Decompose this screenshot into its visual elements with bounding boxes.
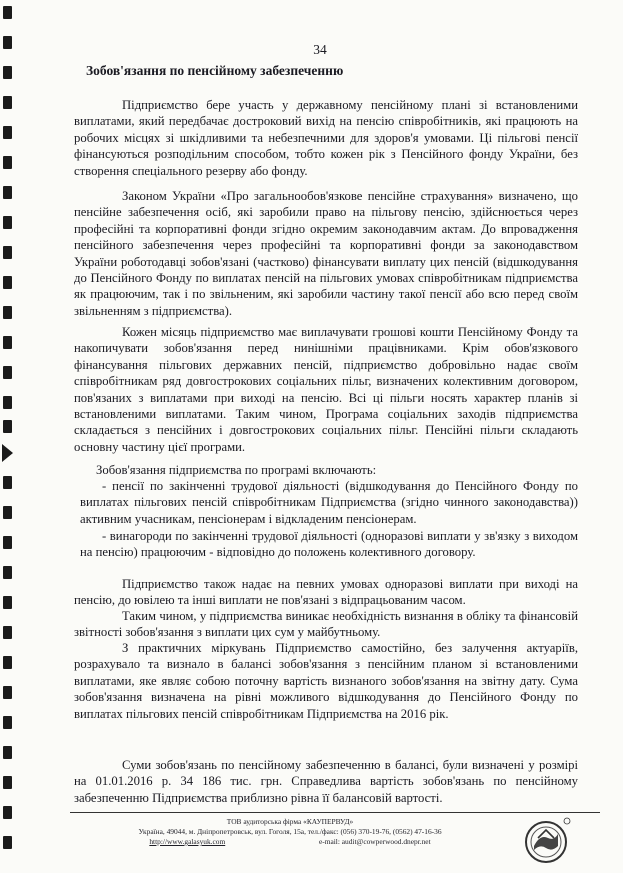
binding-hole bbox=[3, 336, 12, 349]
binding-hole bbox=[3, 836, 12, 849]
binding-hole bbox=[3, 626, 12, 639]
binding-hole bbox=[3, 396, 12, 409]
list-item-rewards: - винагороди по закінченні трудової діяльності (одноразові виплати у зв'язку з виходом на пенсію) працюючим - відповідно до положень колективного договору. bbox=[80, 529, 578, 560]
footer-email: e-mail: audit@cowperwood.dnepr.net bbox=[318, 837, 431, 846]
binding-hole bbox=[3, 126, 12, 139]
footer-firm-name: ТОВ аудиторська фірма «КАУПЕРВУД» bbox=[226, 817, 354, 826]
paragraph-recognition: Таким чином, у підприємства виникає необхідність визнання в обліку та фінансовій звітності зобов'язання з виплати цих сум у майбутньому. bbox=[74, 609, 578, 640]
binding-hole bbox=[3, 746, 12, 759]
paragraph-practical-estimate: З практичних міркувань Підприємство самостійно, без залучення актуаріїв, розрахувало та визнало в балансі зобов'язання з пенсійним планом зі встановленими виплатами, яке являє собою поточну вартість визнаного зобов'язання на звітну дату. Сума зобов'язання визначена на рівні можливого відшкодування до Пенсійного Фонду по виплатах пільгових пенсій співробітникам Підприємства на 2016 рік. bbox=[74, 641, 578, 721]
paragraph-one-time-payments: Підприємство також надає на певних умовах одноразові виплати при виході на пенсію, до ювілею та інші виплати не пов'язані з відпрацьованим часом. bbox=[74, 577, 578, 608]
binding-hole bbox=[3, 506, 12, 519]
binding-marker-icon bbox=[2, 444, 13, 462]
footer-website-link[interactable]: http://www.galasyuk.com bbox=[149, 837, 226, 846]
binding-hole bbox=[3, 366, 12, 379]
binding-hole bbox=[3, 806, 12, 819]
binding-hole bbox=[3, 596, 12, 609]
paragraph-state-pension-plan: Підприємство бере участь у державному пенсійному плані зі встановленими виплатами, який передбачає достроковий вихід на пенсію співробітників, які працюють на робочих місцях зі шкідливими та небезпечними для здоров'я умовами. Ці пільгові пенсії фінансуються розподільним способом, тобто кожен рік з Пенсійного фонду України, без створення спеціального резерву або фонду. bbox=[74, 98, 578, 178]
page-number: 34 bbox=[313, 42, 327, 57]
binding-hole bbox=[3, 216, 12, 229]
paragraph-monthly-payments: Кожен місяць підприємство має виплачувати грошові кошти Пенсійному Фонду та накопичувати зобов'язання перед нинішніми працівниками. Крім обов'язкового фінансування пільгових державних пенсій, підприємство добровільно надає своїм співробітникам ряд довгострокових соціальних пільг, визначених колективним договором, пов'язаних з виплатами при виході на пенсію. Всі ці пільги носять характер планів зі встановленими виплатами. Таким чином, Програма соціальних заходів підприємства складається з пенсійних і довгострокових соціальних пільг. Пенсійні пільги складають основну частину цієї програми. bbox=[74, 325, 578, 454]
footer-divider bbox=[70, 812, 600, 813]
binding-hole bbox=[3, 686, 12, 699]
binding-holes bbox=[0, 0, 20, 873]
binding-hole bbox=[3, 36, 12, 49]
binding-hole bbox=[3, 716, 12, 729]
binding-hole bbox=[3, 476, 12, 489]
binding-hole bbox=[3, 306, 12, 319]
binding-hole bbox=[3, 246, 12, 259]
paragraph-balance-amount: Суми зобов'язань по пенсійному забезпеченню в балансі, були визначені у розмірі на 01.01.2016 р. 34 186 тис. грн. Справедлива вартість зобов'язань по пенсійному забезпеченню Підприємства приблизно рівна її балансовій вартості. bbox=[74, 758, 578, 805]
section-heading: Зобов'язання по пенсійному забезпеченню bbox=[86, 63, 344, 78]
paragraph-obligations-intro: Зобов'язання підприємства по програмі включають: bbox=[96, 463, 377, 477]
cowperwood-logo-icon bbox=[522, 816, 572, 866]
binding-hole bbox=[3, 6, 12, 19]
binding-hole bbox=[3, 186, 12, 199]
binding-hole bbox=[3, 66, 12, 79]
list-item-pensions: - пенсії по закінченні трудової діяльності (відшкодування до Пенсійного Фонду по виплатах пільгових пенсій співробітникам Підприємства (згідно чинного законодавства)) активним учасникам, пенсіонерам і відкладеним пенсіонерам. bbox=[80, 479, 578, 526]
binding-hole bbox=[3, 656, 12, 669]
binding-hole bbox=[3, 536, 12, 549]
binding-hole bbox=[3, 420, 12, 433]
binding-hole bbox=[3, 276, 12, 289]
footer bbox=[70, 817, 510, 847]
binding-hole bbox=[3, 566, 12, 579]
footer-address: Україна, 49044, м. Дніпропетровськ, вул. Гоголя, 15а, тел./факс: (056) 370-19-76, (0562) 47-16-36 bbox=[138, 827, 442, 836]
paragraph-pension-law: Законом України «Про загальнообов'язкове пенсійне страхування» визначено, що пенсійне забезпечення осіб, які заробили право на пільгову пенсію, здійснюється через професійні та корпоративні фонди згідно окремим законодавчим актам. До впровадження пенсійного забезпечення через професійні та корпоративні фонди за законодавством України роботодавці зобов'язані (частково) фінансувати виплату цих пенсій (відшкодування до Пенсійного Фонду по виплатах пенсій на пільгових умовах співробітникам підприємства як працюючим, так і по звільненим, які заробили частину такої пенсії або всю перед своїм звільненням з підприємства). bbox=[74, 189, 578, 318]
binding-hole bbox=[3, 156, 12, 169]
binding-hole bbox=[3, 776, 12, 789]
binding-hole bbox=[3, 96, 12, 109]
footer-contacts bbox=[70, 837, 510, 847]
